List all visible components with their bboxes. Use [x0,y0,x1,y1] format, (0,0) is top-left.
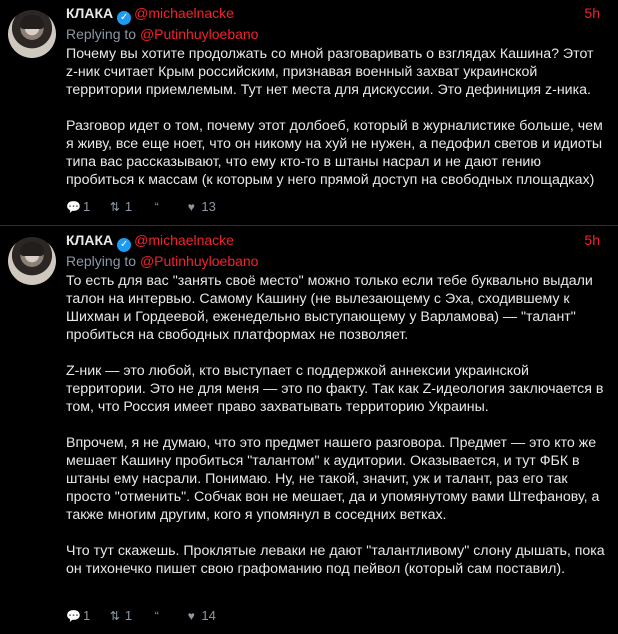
replying-to-label: Replying to [66,26,137,42]
tweet-text [66,272,606,596]
avatar[interactable] [8,10,56,58]
timestamp[interactable]: 5h [584,232,600,248]
author-name[interactable]: КЛАКА [66,232,114,248]
reply-button[interactable] [66,198,90,216]
author-name[interactable]: КЛАКА [66,5,114,21]
quote-button[interactable] [150,607,167,625]
retweet-icon: ⇅ [109,200,120,214]
like-button[interactable] [184,198,215,216]
replying-to [66,25,258,43]
verified-badge-icon: ✓ [117,11,131,25]
like-count: 13 [201,199,216,214]
tweet-actions [66,607,230,625]
tweet-actions [66,198,230,216]
like-button[interactable] [184,607,215,625]
tweet-paragraph: Впрочем, я не думаю, что это предмет нашего разговора. Предмет — это кто же мешает Кашину пробиться "талантом" к аудитории. Оказывается, и тут ФБК в штаны ему насрали. Понимаю. Ну, не такой, значит, уж и талант, раз его так просто "отменить". Собчак вон не мешает, да и упомянутому вами Штефанову, а также многим другим, кого я упомянул в соседних ветках. [66,435,600,523]
tweet-paragraph: Разговор идет о том, почему этот долбоеб, который в журналистике больше, чем я живу, все еще ноет, что он никому на хуй не нужен, а педофил светов и идиоты типа вас рассказывают, что ему кто-то в штаны насрал и не дают гению пробиться к массам (к которым у него прямой доступ на свободных площадках) [66,118,603,188]
tweet-paragraph: Z-ник — это любой, кто выступает с поддержкой аннексии украинской территории. Это не для меня — это по факту. Так как Z-идеология заключается в том, что Россия имеет право захватывать территорию Украины. [66,363,604,415]
replying-to [66,252,258,270]
tweet-header [66,231,600,249]
tweet-header [66,4,600,22]
like-count: 14 [201,608,216,623]
author-handle[interactable]: @michaelnacke [134,5,234,21]
quote-icon: “ [154,609,159,623]
tweet-paragraph: То есть для вас "занять своё место" можно только если тебе буквально выдали талон на интервью. Самому Кашину (не вылезающему с Эха, сходившему к Шихман и Гордеевой, еженедельно выступающему у Варламова) — "талант" пробиться на свободных платформах не позволяет. [66,273,593,343]
tweet[interactable] [0,227,618,634]
reply-count: 1 [83,608,91,623]
retweet-count: 1 [124,608,133,623]
retweet-count: 1 [124,199,133,214]
heart-icon: ♥ [187,200,195,214]
reply-button[interactable] [66,607,90,625]
author-handle[interactable]: @michaelnacke [134,232,234,248]
retweet-button[interactable] [108,198,132,216]
tweet-text [66,45,606,207]
quote-button[interactable] [150,198,167,216]
tweet-paragraph: Почему вы хотите продолжать со мной разговаривать о взглядах Кашина? Этот z-ник считает Крым российским, признавая военный захват украинской территории приемлемым. Тут нет места для дискуссии. Это дефиниция z-ника. [66,46,594,98]
reply-count: 1 [83,199,91,214]
heart-icon: ♥ [187,609,195,623]
tweet[interactable] [0,0,618,226]
reply-target-handle[interactable]: @Putinhuyloebano [139,253,259,269]
retweet-button[interactable] [108,607,132,625]
tweet-paragraph: Что тут скажешь. Проклятые леваки не дают "талантливому" слону дышать, пока он тихонечко пишет свою графоманию под пейвол (который сам поставил). [66,543,605,577]
reply-target-handle[interactable]: @Putinhuyloebano [139,26,259,42]
replying-to-label: Replying to [66,253,137,269]
reply-icon: 💬 [66,200,81,214]
timestamp[interactable]: 5h [584,5,600,21]
retweet-icon: ⇅ [109,609,120,623]
avatar[interactable] [8,237,56,285]
verified-badge-icon: ✓ [117,238,131,252]
reply-icon: 💬 [66,609,81,623]
quote-icon: “ [154,200,159,214]
